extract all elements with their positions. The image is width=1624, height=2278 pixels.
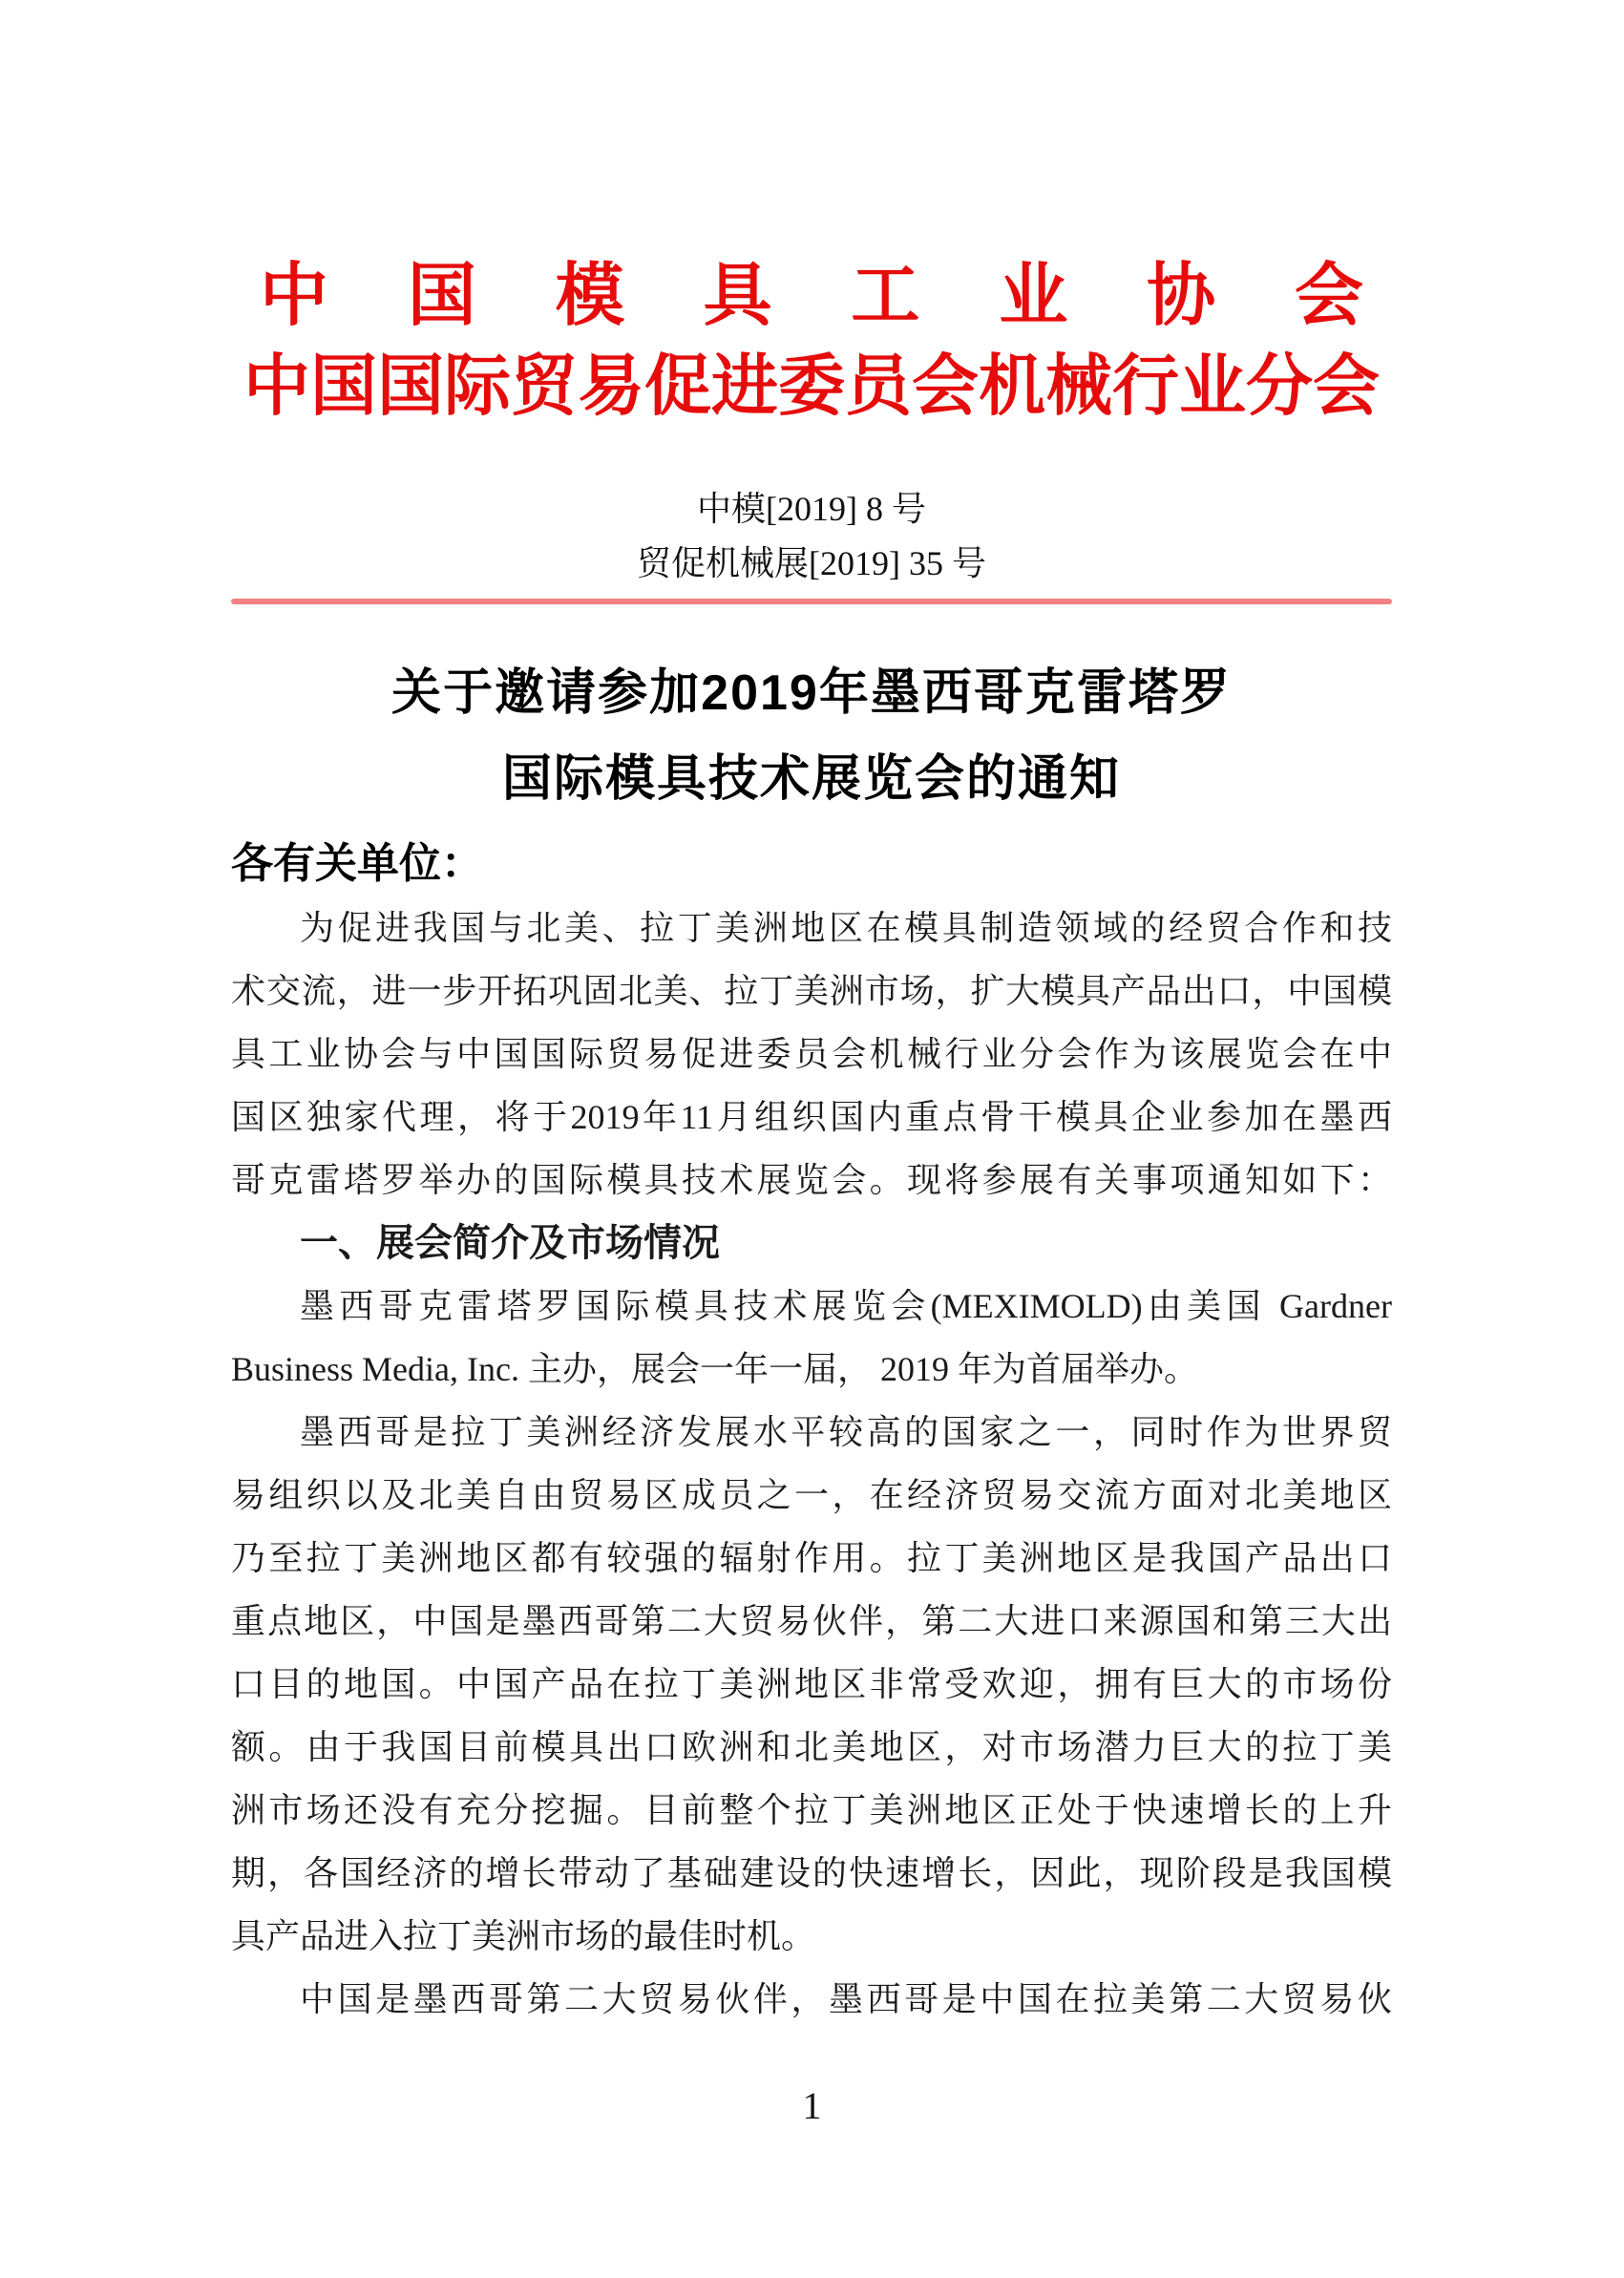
body-line: 一、展会简介及市场情况	[300, 1222, 720, 1264]
body-line: 为促进我国与北美、拉丁美洲地区在模具制造领域的经贸合作和技	[300, 909, 1392, 947]
letterhead-line1: 中国模具工业协会	[260, 258, 1363, 334]
body-line: 术交流，进一步开拓巩固北美、拉丁美洲市场，扩大模具产品出口，中国模	[231, 972, 1392, 1010]
letterhead	[231, 256, 1392, 439]
document-body	[231, 896, 1392, 2031]
red-divider-line	[231, 599, 1392, 604]
document-title	[231, 650, 1392, 822]
body-line: 墨西哥是拉丁美洲经济发展水平较高的国家之一，同时作为世界贸	[300, 1413, 1392, 1451]
paragraph	[231, 1275, 1392, 1401]
body-line: 中国是墨西哥第二大贸易伙伴，墨西哥是中国在拉美第二大贸易伙	[300, 1980, 1392, 2018]
letterhead-line2: 中国国际贸易促进委员会机械行业分会	[243, 350, 1380, 424]
body-line: 洲市场还没有充分挖掘。目前整个拉丁美洲地区正处于快速增长的上升	[231, 1791, 1392, 1829]
section-heading	[231, 1212, 1392, 1275]
paragraph	[231, 1401, 1392, 1968]
doc-number-2: 贸促机械展[2019] 35 号	[637, 544, 986, 582]
doc-numbers	[231, 482, 1392, 591]
paragraph	[231, 1968, 1392, 2031]
salutation: 各有关单位：	[231, 840, 483, 887]
title-line1: 关于邀请参加2019年墨西哥克雷塔罗	[391, 665, 1232, 721]
body-line: 具产品进入拉丁美洲市场的最佳时机。	[231, 1917, 816, 1955]
body-line: 哥克雷塔罗举办的国际模具技术展览会。现将参展有关事项通知如下：	[231, 1161, 1392, 1199]
page-number: 1	[802, 2084, 822, 2127]
body-line: Business Media, Inc. 主办，展会一年一届， 2019 年为首届举办。	[231, 1350, 1198, 1388]
body-line: 易组织以及北美自由贸易区成员之一，在经济贸易交流方面对北美地区	[231, 1476, 1392, 1514]
body-line: 重点地区，中国是墨西哥第二大贸易伙伴，第二大进口来源国和第三大出	[231, 1602, 1392, 1640]
body-line: 具工业协会与中国国际贸易促进委员会机械行业分会作为该展览会在中	[231, 1035, 1392, 1073]
body-line: 乃至拉丁美洲地区都有较强的辐射作用。拉丁美洲地区是我国产品出口	[231, 1539, 1392, 1577]
title-line2: 国际模具技术展览会的通知	[501, 751, 1121, 807]
body-line: 国区独家代理，将于2019年11月组织国内重点骨干模具企业参加在墨西	[231, 1098, 1392, 1136]
paragraph	[231, 896, 1392, 1212]
body-line: 额。由于我国目前模具出口欧洲和北美地区，对市场潜力巨大的拉丁美	[231, 1728, 1392, 1766]
body-line: 口目的地国。中国产品在拉丁美洲地区非常受欢迎，拥有巨大的市场份	[231, 1665, 1392, 1703]
doc-number-1: 中模[2019] 8 号	[697, 490, 926, 528]
body-line: 墨西哥克雷塔罗国际模具技术展览会(MEXIMOLD)由美国 Gardner	[300, 1287, 1392, 1325]
body-line: 期，各国经济的增长带动了基础建设的快速增长，因此，现阶段是我国模	[231, 1854, 1392, 1892]
